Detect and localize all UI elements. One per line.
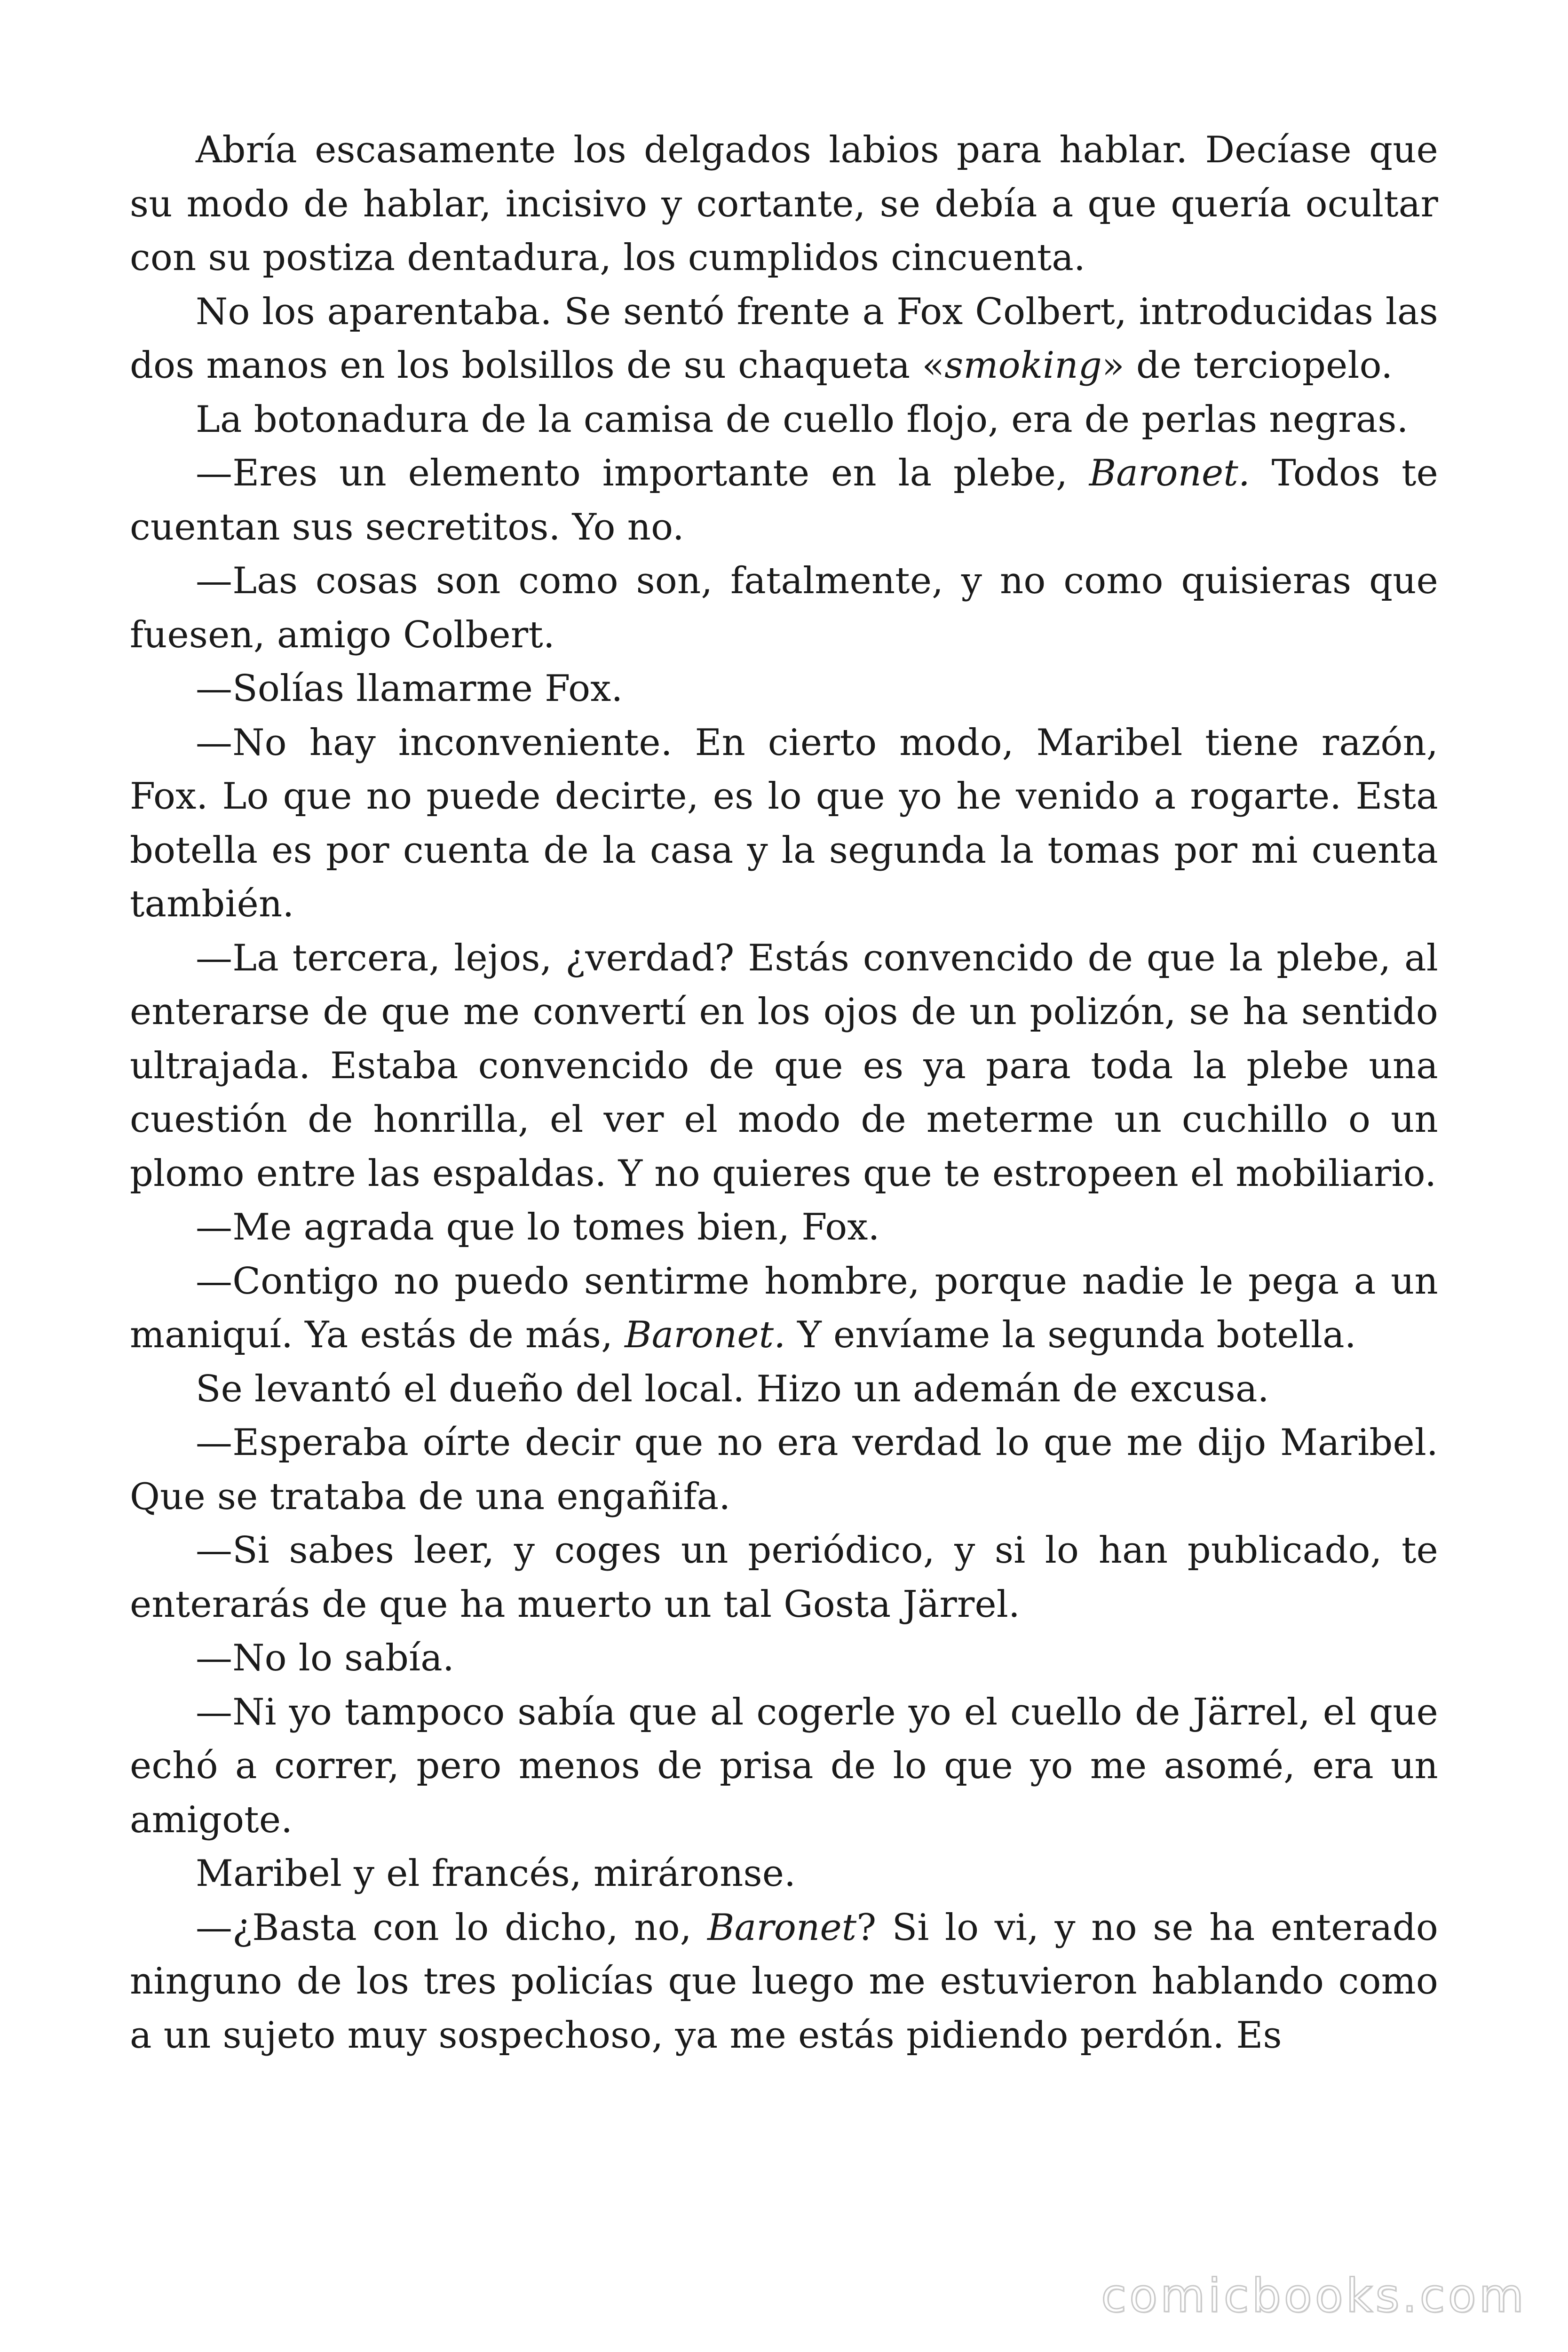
paragraph: —Eres un elemento importante en la plebe, Baronet. Todos te cuentan sus secretitos. Yo no.: [130, 452, 1438, 548]
paragraph: —No lo sabía.: [196, 1637, 455, 1679]
italic-name: Baronet.: [625, 1314, 786, 1356]
page-body: [130, 123, 1438, 2062]
paragraph: —Me agrada que lo tomes bien, Fox.: [196, 1206, 880, 1248]
italic-name: Baronet: [707, 1906, 857, 1949]
paragraph: Se levantó el dueño del local. Hizo un ademán de excusa.: [196, 1367, 1269, 1410]
watermark: comicbooks.com: [1101, 2269, 1527, 2323]
italic-name: Baronet.: [1089, 452, 1250, 494]
paragraph: No los aparentaba. Se sentó frente a Fox Colbert, introducidas las dos manos en los bolsillos de su chaqueta «smoking» de terciopelo.: [130, 290, 1438, 387]
paragraph: —Ni yo tampoco sabía que al cogerle yo el cuello de Järrel, el que echó a correr, pero menos de prisa de lo que yo me asomé, era un amigote.: [130, 1691, 1438, 1841]
paragraph: —¿Basta con lo dicho, no, Baronet? Si lo vi, y no se ha enterado ninguno de los tres policías que luego me estuvieron hablando como a un sujeto muy sospechoso, ya me estás pidiendo perdón. Es: [130, 1906, 1438, 2057]
paragraph: Abría escasamente los delgados labios para hablar. Decíase que su modo de hablar, incisivo y cortante, se debía a que quería ocultar con su postiza dentadura, los cumplidos cincuenta.: [130, 129, 1438, 279]
paragraph: —La tercera, lejos, ¿verdad? Estás convencido de que la plebe, al enterarse de que me convertí en los ojos de un polizón, se ha sentido ultrajada. Estaba convencido de que es ya para toda la plebe una cuestión de honrilla, el ver el modo de meterme un cuchillo o un plomo entre las espaldas. Y no quieres que te estropeen el mobiliario.: [130, 937, 1438, 1195]
paragraph: —No hay inconveniente. En cierto modo, Maribel tiene razón, Fox. Lo que no puede decirte, es lo que yo he venido a rogarte. Esta botella es por cuenta de la casa y la segunda la tomas por mi cuenta también.: [130, 721, 1438, 925]
paragraph: —Contigo no puedo sentirme hombre, porque nadie le pega a un maniquí. Ya estás de más, Baronet. Y envíame la segunda botella.: [130, 1260, 1438, 1356]
paragraph: La botonadura de la camisa de cuello flojo, era de perlas negras.: [196, 398, 1409, 441]
paragraph: —Las cosas son como son, fatalmente, y no como quisieras que fuesen, amigo Colbert.: [130, 560, 1438, 656]
italic-term: smoking: [944, 344, 1102, 387]
paragraph: Maribel y el francés, miráronse.: [196, 1852, 796, 1895]
paragraph: —Si sabes leer, y coges un periódico, y si lo han publicado, te enterarás de que ha muerto un tal Gosta Järrel.: [130, 1529, 1438, 1626]
paragraph: —Esperaba oírte decir que no era verdad lo que me dijo Maribel. Que se trataba de una engañifa.: [130, 1422, 1438, 1518]
paragraph: —Solías llamarme Fox.: [196, 667, 623, 710]
